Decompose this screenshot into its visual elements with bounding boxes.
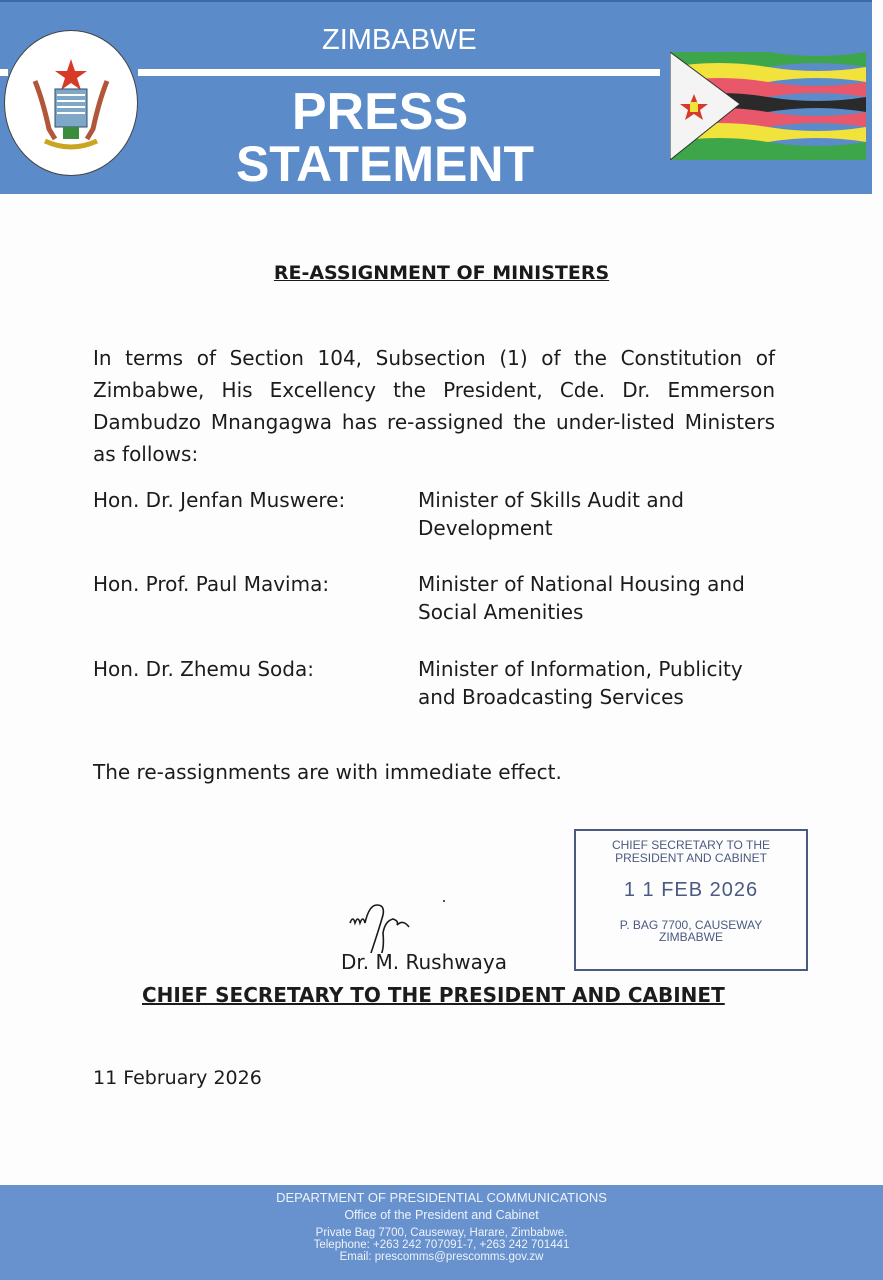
footer-office: Office of the President and Cabinet	[344, 1208, 539, 1222]
ministry-name: Minister of Skills Audit and Development	[418, 488, 684, 540]
zimbabwe-flag-icon	[670, 52, 866, 160]
signatory-name: Dr. M. Rushwaya	[341, 950, 507, 974]
press-banner	[0, 0, 872, 194]
signatory-title: CHIEF SECRETARY TO THE PRESIDENT AND CABINET	[142, 983, 725, 1007]
footer-address: Private Bag 7700, Causeway, Harare, Zimbabwe.	[315, 1227, 568, 1239]
minister-name: Hon. Prof. Paul Mavima:	[93, 572, 330, 596]
minister-name: Hon. Dr. Zhemu Soda:	[93, 657, 314, 681]
minister-name: Hon. Dr. Jenfan Muswere:	[93, 488, 346, 512]
footer-department: DEPARTMENT OF PRESIDENTIAL COMMUNICATIONS	[276, 1190, 607, 1205]
ministry-name: Minister of National Housing and Social Amenities	[418, 572, 745, 624]
banner-rule	[138, 69, 660, 76]
effect-statement: The re-assignments are with immediate effect.	[93, 760, 562, 784]
intro-paragraph: In terms of Section 104, Subsection (1) of the Constitution of Zimbabwe, His Excellency the President, Cde. Dr. Emmerson Dambudzo Mnangagwa has re-assigned the under-listed Ministers as follows:	[93, 346, 775, 466]
banner-title-press: PRESS	[291, 83, 469, 141]
country-name: ZIMBABWE	[322, 24, 477, 56]
official-stamp	[574, 829, 808, 971]
signature-icon	[340, 893, 470, 953]
banner-title-statement: STATEMENT	[235, 136, 535, 192]
document-title: RE-ASSIGNMENT OF MINISTERS	[273, 262, 610, 284]
ministry-name: Minister of Information, Publicity and Broadcasting Services	[418, 657, 743, 709]
footer	[0, 1185, 883, 1280]
footer-email: Email: prescomms@prescomms.gov.zw	[339, 1251, 544, 1263]
stamp-office: CHIEF SECRETARY TO THE PRESIDENT AND CABINET	[611, 838, 771, 865]
stamp-address: P. BAG 7700, CAUSEWAY ZIMBABWE	[619, 918, 763, 944]
stamp-date: 1 1 FEB 2026	[623, 879, 759, 901]
footer-telephone: Telephone: +263 242 707091-7, +263 242 701441	[313, 1239, 570, 1251]
document-date: 11 February 2026	[93, 1067, 262, 1089]
